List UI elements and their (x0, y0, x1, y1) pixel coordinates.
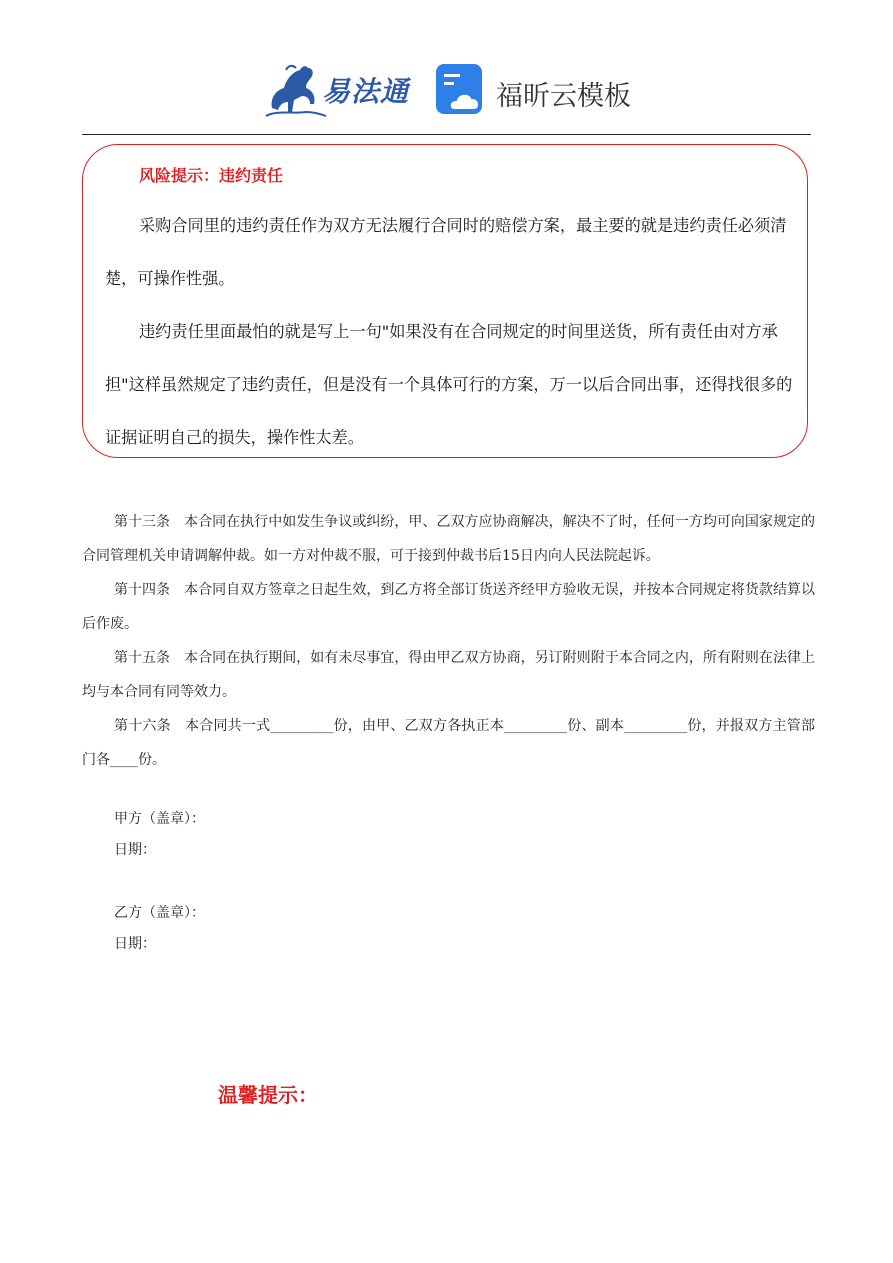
logo1-text: 易法通 (322, 75, 410, 108)
clause-15: 第十五条 本合同在执行期间，如有未尽事宜，得由甲乙双方协商，另订附则附于本合同之内，所有附则在法律上均与本合同有同等效力。 (82, 650, 815, 700)
party-a-seal-label: 甲方（盖章）： (114, 811, 205, 827)
risk-paragraph: 违约责任里面最怕的就是写上一句"如果没有在合同规定的时间里送货，所有责任由对方承担"这样虽然规定了违约责任，但是没有一个具体可行的方案，万一以后合同出事，还得找很多的证据证明自己的损失，操作性太差。 (105, 322, 793, 447)
header-divider (82, 134, 811, 135)
risk-paragraph: 采购合同里的违约责任作为双方无法履行合同时的赔偿方案，最主要的就是违约责任必须清楚，可操作性强。 (105, 216, 787, 288)
clause-14: 第十四条 本合同自双方签章之日起生效，到乙方将全部订货送齐经甲方验收无误，并按本合同规定将货款结算以后作废。 (82, 582, 815, 632)
clause-13: 第十三条 本合同在执行中如发生争议或纠纷，甲、乙双方应协商解决，解决不了时，任何一方均可向国家规定的合同管理机关申请调解仲裁。如一方对仲裁不服，可于接到仲裁书后15日内向人民法院起诉。 (82, 514, 815, 564)
logo2-text: 福昕云模板 (496, 81, 631, 112)
yifatong-logo (262, 60, 412, 120)
cloud-document-icon (436, 64, 488, 116)
risk-title: 风险提示：违约责任 (139, 166, 284, 185)
party-b-date-label: 日期： (114, 936, 156, 952)
page-header (0, 58, 893, 122)
party-a-date-label: 日期： (114, 842, 156, 858)
clause-16: 第十六条 本合同共一式_________份，由甲、乙双方各执正本_________份、副本_________份，并报双方主管部门各____份。 (82, 718, 815, 768)
risk-notice-box (82, 144, 808, 458)
warm-tip-heading: 温馨提示： (218, 1083, 318, 1107)
party-b-seal-label: 乙方（盖章）： (114, 905, 205, 921)
foxit-template-logo (436, 64, 636, 118)
horse-logo-icon (262, 60, 328, 120)
contract-clauses (82, 505, 815, 777)
